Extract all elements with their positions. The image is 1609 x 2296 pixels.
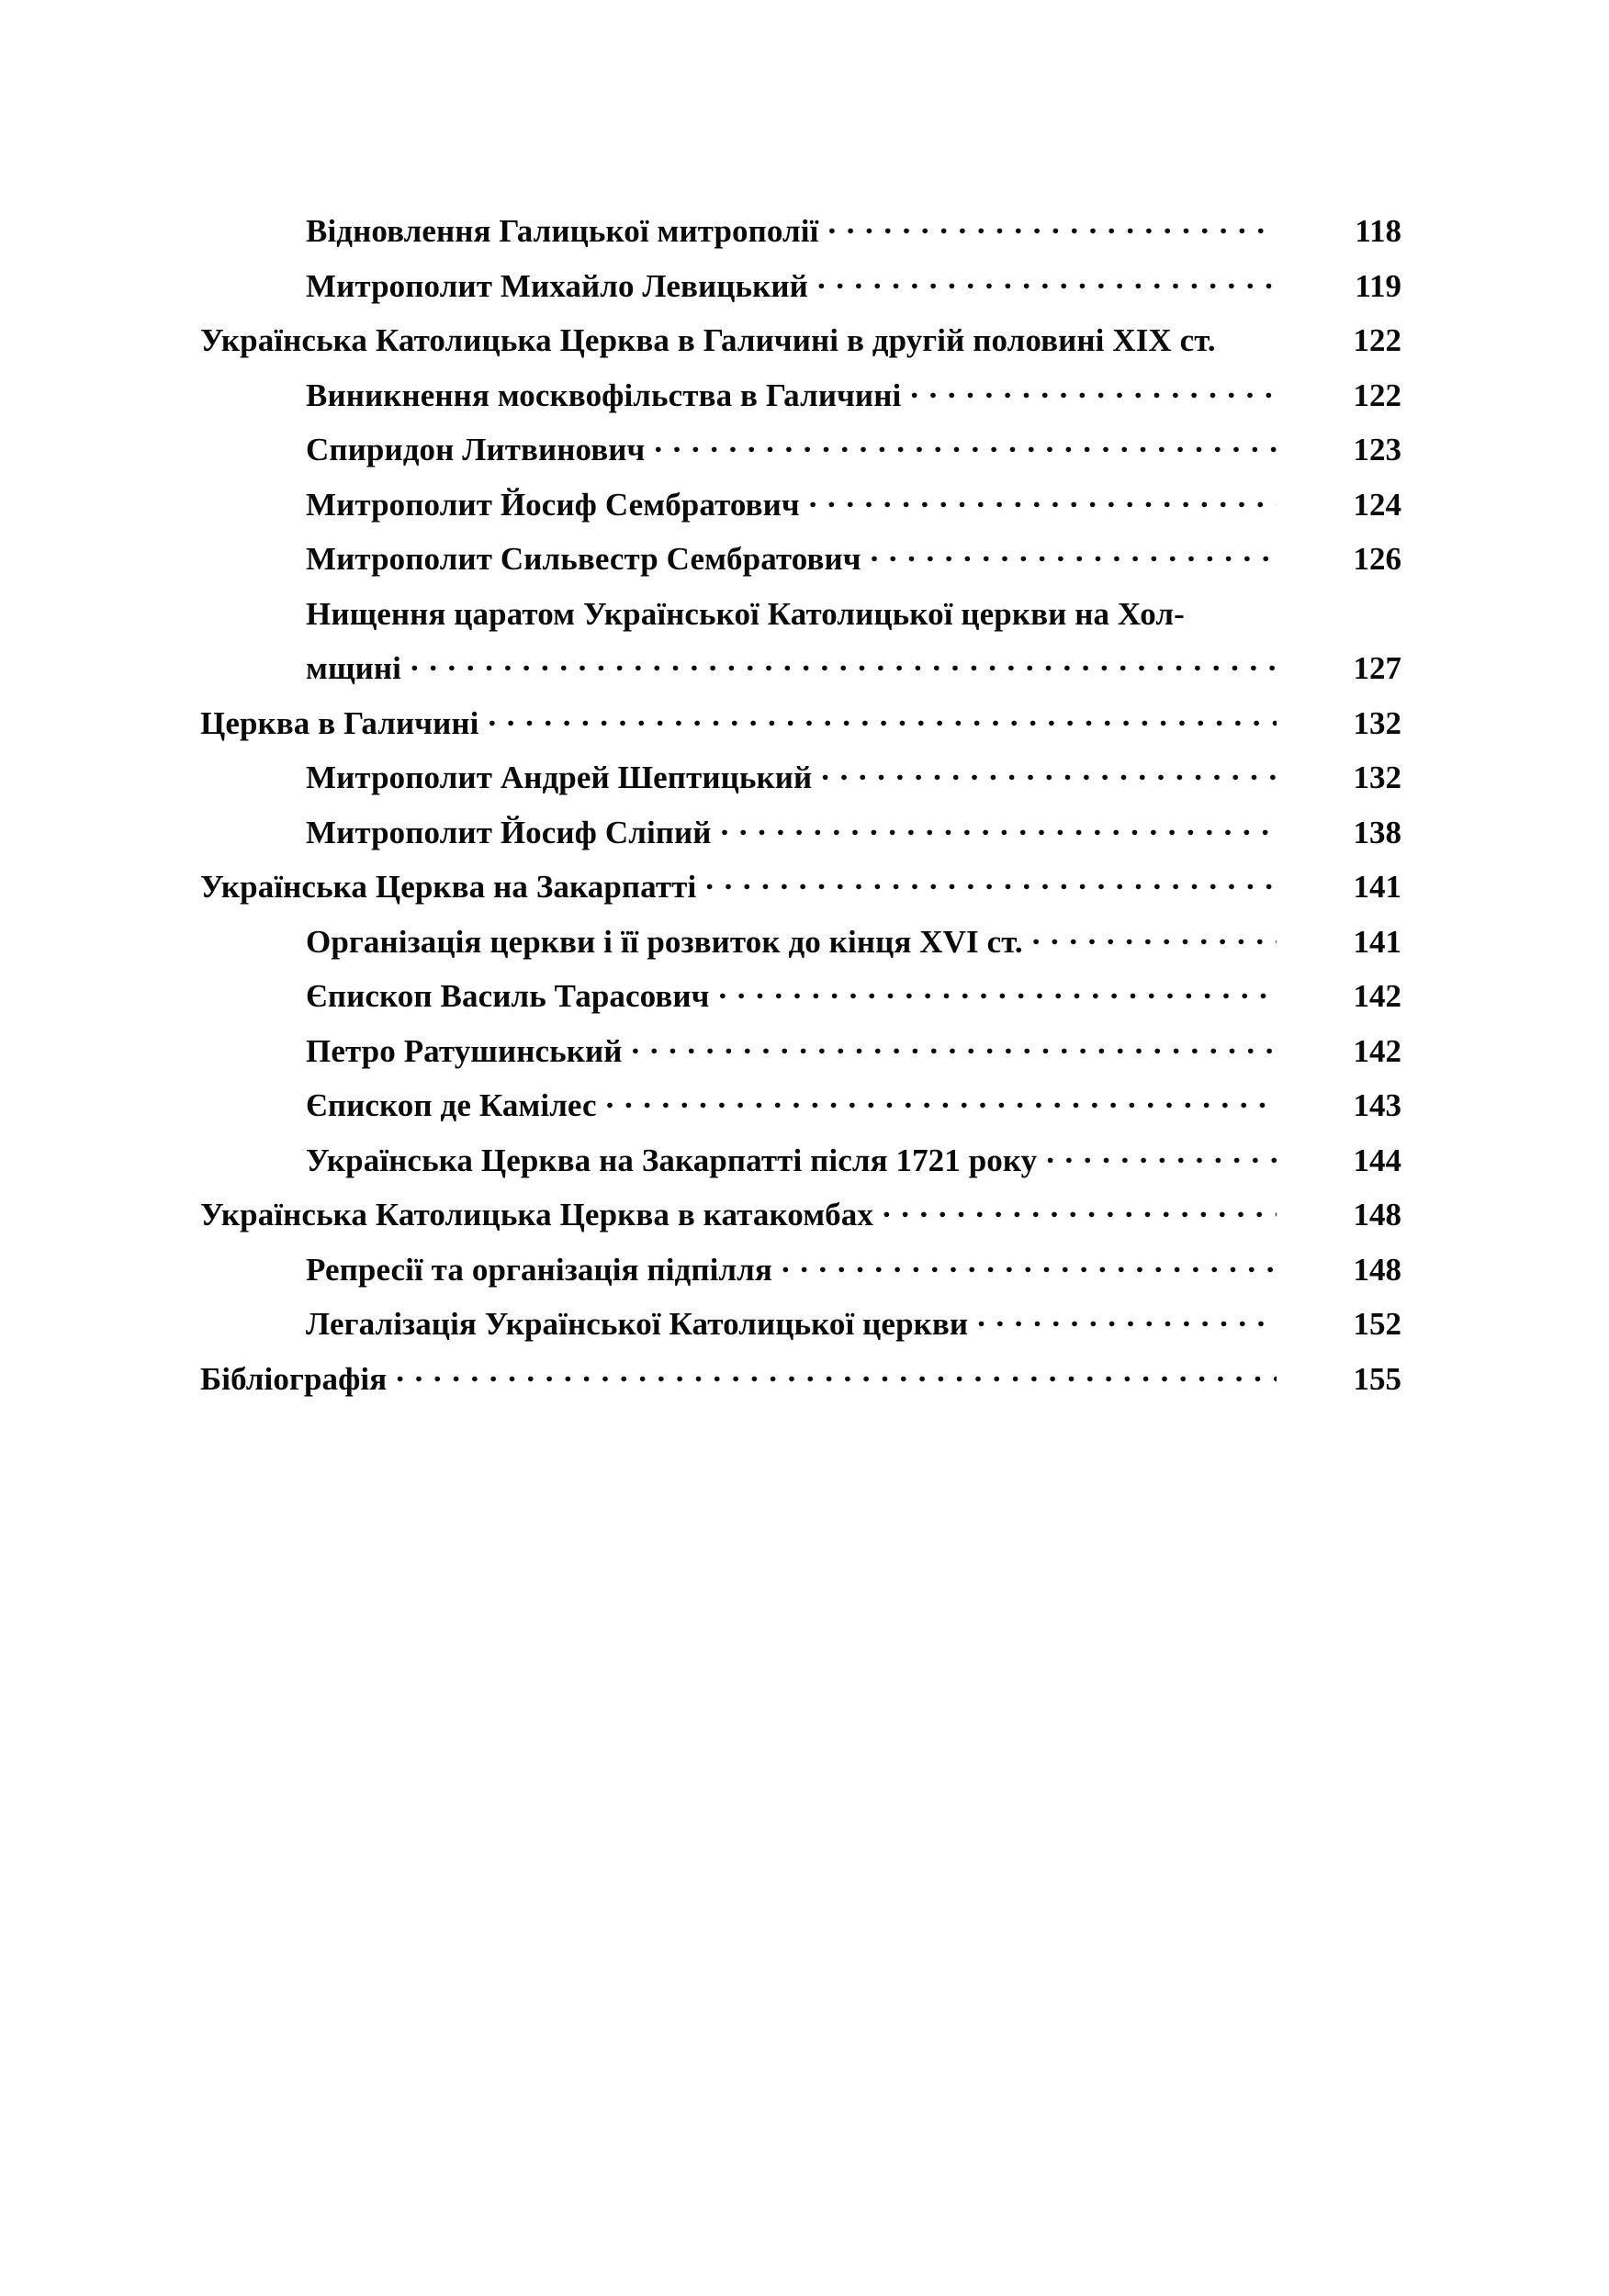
toc-entry-title: Легалізація Української Католицької церкви	[306, 1306, 969, 1342]
toc-entry[interactable]	[200, 1087, 1401, 1142]
toc-entry-page-number: 132	[1353, 704, 1401, 741]
toc-entry-title: мщині	[306, 650, 401, 686]
toc-entry[interactable]	[200, 377, 1401, 433]
toc-entry-page-number: 122	[1353, 377, 1401, 413]
toc-entry-page-number: 119	[1355, 267, 1401, 304]
toc-entry[interactable]	[200, 978, 1401, 1033]
toc-entry-title: Петро Ратушинський	[306, 1032, 623, 1069]
toc-entry[interactable]	[200, 1306, 1401, 1361]
toc-entry-title: Українська Церква на Закарпатті після 1721 року	[306, 1142, 1038, 1178]
toc-entry[interactable]	[200, 541, 1401, 596]
toc-entry-page-number: 155	[1353, 1360, 1401, 1397]
toc-dot-leader	[718, 992, 1277, 1007]
toc-entry[interactable]	[200, 1252, 1401, 1307]
toc-entry[interactable]	[200, 869, 1401, 924]
toc-entry[interactable]	[200, 268, 1401, 323]
toc-dot-leader	[871, 555, 1277, 569]
toc-dot-leader	[705, 883, 1277, 897]
toc-dot-leader	[827, 227, 1277, 242]
toc-entry[interactable]	[200, 432, 1401, 487]
toc-dot-leader	[782, 1266, 1277, 1280]
toc-dot-leader	[977, 1320, 1277, 1334]
toc-entry-page-number: 122	[1353, 322, 1401, 358]
toc-entry-page-number: 143	[1353, 1087, 1401, 1123]
toc-entry-title: Організація церкви і її розвиток до кінця XVI ст.	[306, 923, 1023, 960]
toc-entry-page-number: 142	[1353, 978, 1401, 1014]
toc-dot-leader	[632, 1047, 1277, 1062]
toc-entry[interactable]	[200, 322, 1401, 377]
toc-entry-title: Митрополит Андрей Шептицький	[306, 760, 813, 795]
toc-entry-page-number: 138	[1353, 814, 1401, 850]
toc-entry[interactable]	[200, 924, 1401, 979]
toc-dot-leader	[1194, 610, 1277, 625]
toc-entry-page-number: 148	[1353, 1197, 1401, 1232]
toc-entry-title: Митрополит Йосиф Сліпий	[306, 814, 712, 850]
toc-entry[interactable]	[200, 596, 1401, 651]
toc-entry-page-number: 123	[1353, 432, 1401, 467]
toc-dot-leader	[411, 664, 1277, 679]
toc-entry[interactable]	[200, 1142, 1401, 1198]
toc-entry-title: Єпископ де Камілес	[306, 1087, 597, 1123]
toc-dot-leader	[1225, 336, 1277, 351]
toc-entry[interactable]	[200, 213, 1401, 268]
toc-entry-title: Митрополит Михайло Левицький	[306, 267, 808, 304]
toc-entry[interactable]	[200, 650, 1401, 705]
toc-dot-leader	[817, 282, 1277, 297]
toc-entry-title: Єпископ Василь Тарасович	[306, 978, 710, 1014]
toc-dot-leader	[821, 773, 1277, 788]
toc-entry-title: Митрополит Сильвестр Сембратович	[306, 541, 861, 577]
toc-entry-page-number: 118	[1355, 213, 1401, 249]
toc-entry[interactable]	[200, 760, 1401, 815]
toc-entry-title: Спиридон Литвинович	[306, 432, 646, 467]
toc-entry-page-number: 127	[1353, 650, 1401, 686]
toc-entry[interactable]	[200, 705, 1401, 760]
toc-entry-title: Українська Католицька Церква в катакомбах	[200, 1197, 873, 1232]
toc-entry-title: Українська Католицька Церква в Галичині в другій половині XIX ст.	[200, 322, 1216, 358]
toc-entry[interactable]	[200, 1197, 1401, 1252]
toc-dot-leader	[883, 1210, 1277, 1225]
toc-entry-title: Виникнення москвофільства в Галичині	[306, 377, 902, 413]
toc-dot-leader	[396, 1375, 1277, 1390]
toc-dot-leader	[809, 501, 1277, 515]
toc-entry-page-number: 141	[1353, 923, 1401, 960]
toc-dot-leader	[1046, 1156, 1277, 1171]
toc-entry-page-number: 152	[1353, 1306, 1401, 1342]
toc-entry-title: Нищення царатом Української Католицької церкви на Хол-	[306, 595, 1185, 632]
toc-entry-title: Відновлення Галицької митрополії	[306, 213, 819, 249]
toc-dot-leader	[654, 445, 1277, 460]
toc-dot-leader	[1032, 938, 1277, 952]
toc-entry-page-number: 124	[1353, 486, 1401, 523]
toc-dot-leader	[721, 828, 1277, 843]
toc-entry-title: Митрополит Йосиф Сембратович	[306, 486, 800, 523]
toc-entry[interactable]	[200, 1033, 1401, 1088]
toc-dot-leader	[910, 391, 1277, 406]
toc-entry[interactable]	[200, 1361, 1401, 1416]
toc-dot-leader	[489, 719, 1277, 734]
toc-entry[interactable]	[200, 487, 1401, 542]
toc-entry-page-number: 126	[1353, 541, 1401, 577]
toc-entry-page-number: 142	[1353, 1032, 1401, 1069]
toc-entry-page-number: 144	[1353, 1142, 1401, 1178]
toc-entry-title: Українська Церква на Закарпатті	[200, 869, 697, 905]
toc-entry[interactable]	[200, 815, 1401, 870]
toc-entry-title: Репресії та організація підпілля	[306, 1251, 772, 1288]
table-of-contents	[200, 213, 1401, 1415]
toc-entry-title: Бібліографія	[200, 1360, 388, 1397]
toc-dot-leader	[606, 1101, 1277, 1116]
toc-entry-page-number: 141	[1353, 869, 1401, 905]
toc-entry-page-number: 148	[1353, 1251, 1401, 1288]
toc-entry-title: Церква в Галичині	[200, 704, 479, 741]
toc-entry-page-number: 132	[1353, 760, 1401, 795]
